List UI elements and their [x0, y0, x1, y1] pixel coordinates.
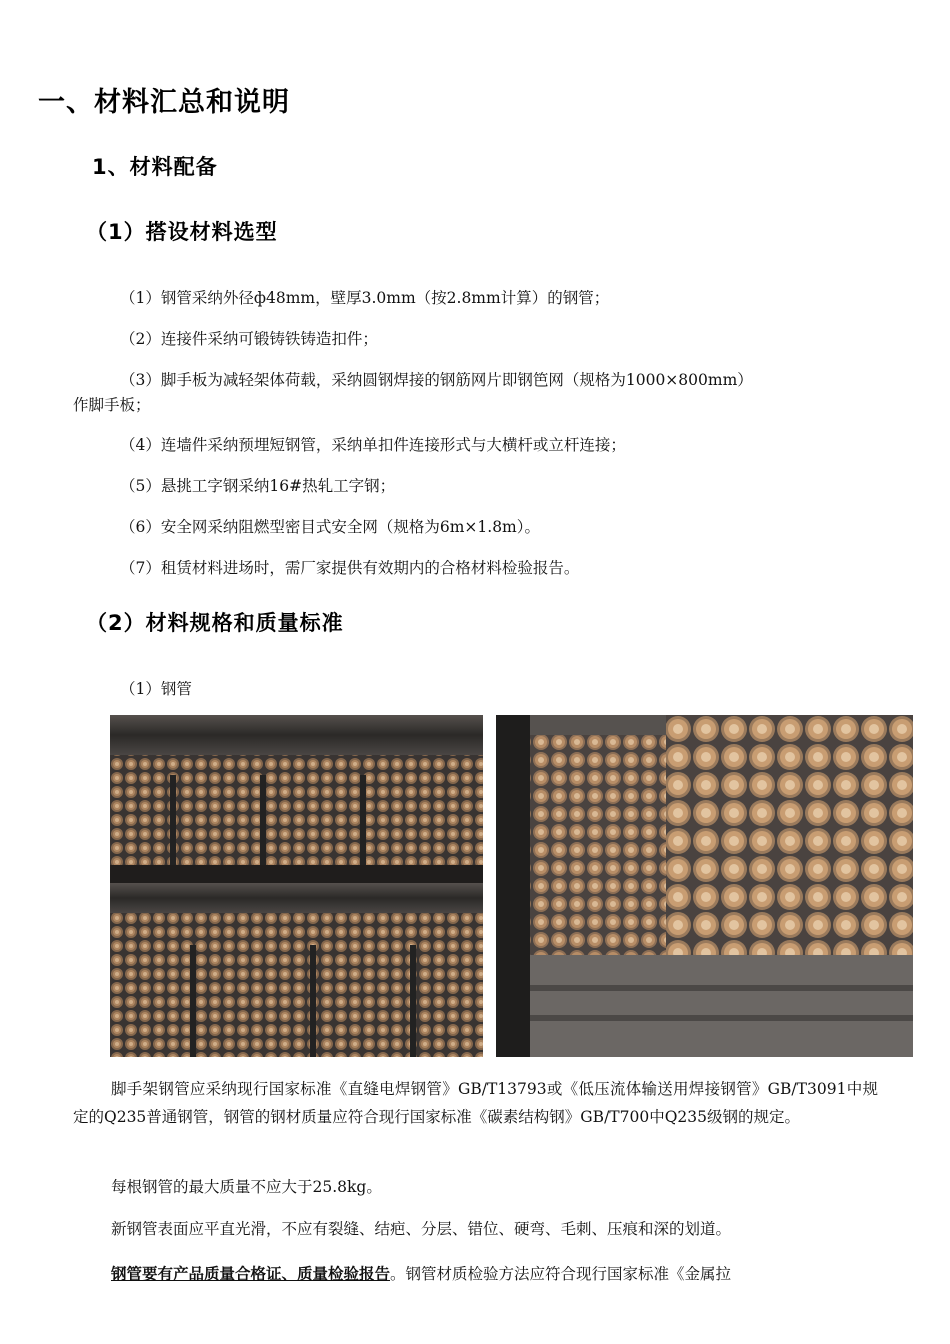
paragraph-pipe-certificate: [111, 1260, 731, 1288]
subsection-heading-standards: （2）材料规格和质量标准: [86, 611, 344, 635]
list-item-continuation: 作脚手板；: [73, 396, 151, 414]
subsection-heading-selection: （1）搭设材料选型: [86, 220, 278, 244]
certificate-rest: 。钢管材质检验方法应符合现行国家标准《金属拉: [390, 1265, 732, 1283]
list-item: （2）连接件采纳可锻铸铁铸造扣件；: [120, 330, 378, 348]
paragraph-pipe-weight: 每根钢管的最大质量不应大于25.8kg。: [111, 1178, 382, 1196]
list-item: （4）连墙件采纳预埋短钢管，采纳单扣件连接形式与大横杆或立杆连接；: [120, 436, 626, 454]
chapter-heading: 一、材料汇总和说明: [38, 87, 290, 118]
list-item: （7）租赁材料进场时，需厂家提供有效期内的合格材料检验报告。: [120, 559, 580, 577]
paragraph-pipe-surface: 新钢管表面应平直光滑，不应有裂缝、结疤、分层、错位、硬弯、毛刺、压痕和深的划道。: [111, 1220, 732, 1238]
certificate-emphasis: 钢管要有产品质量合格证、质量检验报告: [111, 1264, 391, 1283]
steel-pipe-photo-left: [110, 715, 483, 1057]
paragraph-pipe-standard: 脚手架钢管应采纳现行国家标准《直缝电焊钢管》GB/T13793或《低压流体输送用焊接钢管》GB/T3091中规定的Q235普通钢管，钢管的钢材质量应符合现行国家标准《碳素结构钢》GB/T700中Q235级钢的规定。: [73, 1080, 878, 1126]
list-item: （1）钢管采纳外径ф48mm，壁厚3.0mm（按2.8mm计算）的钢管；: [120, 289, 610, 307]
section-heading: 1、材料配备: [92, 155, 218, 179]
sub-label: （1）钢管: [120, 680, 192, 698]
list-item: （3）脚手板为减轻架体荷载，采纳圆钢焊接的钢筋网片即钢笆网（规格为1000×800mm）: [120, 371, 753, 389]
steel-pipe-photo-right: [496, 715, 913, 1057]
list-item: （5）悬挑工字钢采纳16#热轧工字钢；: [120, 477, 396, 495]
list-item: （6）安全网采纳阻燃型密目式安全网（规格为6m×1.8m）。: [120, 518, 541, 536]
